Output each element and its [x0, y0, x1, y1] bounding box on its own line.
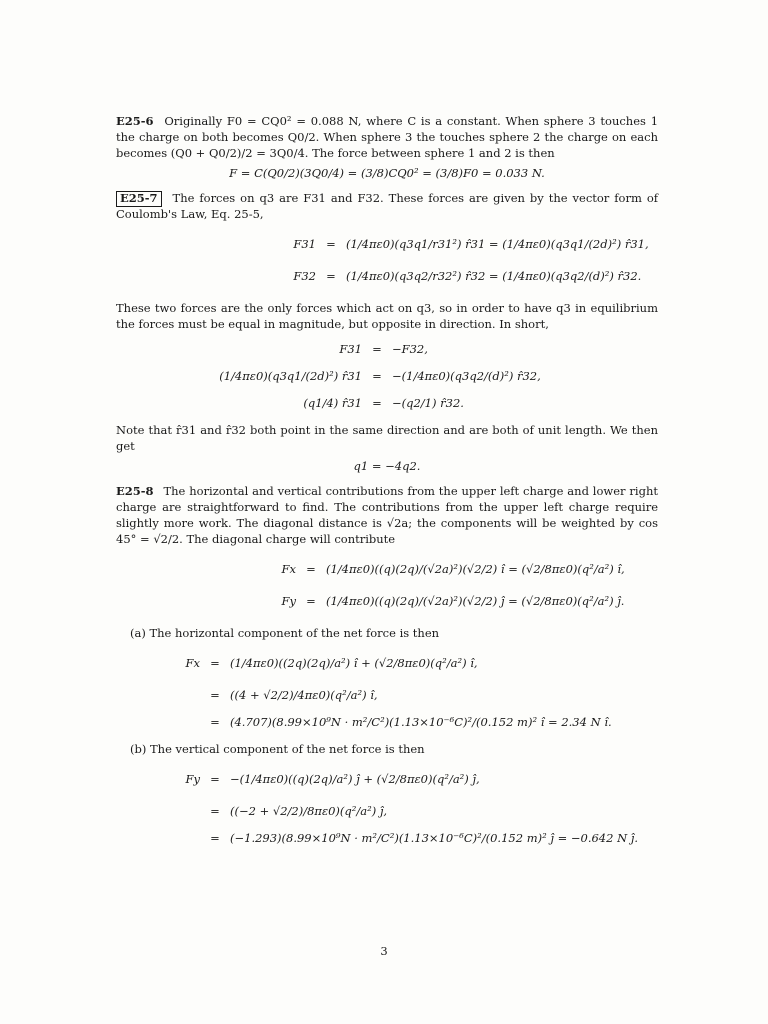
equation-rhs: (1/4πε0)(q3q2/r32²) r̂32 = (1/4πε0)(q3q2/(d)²) r̂32.: [346, 269, 642, 284]
equation-lhs: F31: [339, 341, 362, 356]
page-content: [116, 114, 658, 858]
equation-rhs: (1/4πε0)((q)(2q)/(√2a)²)(√2/2) î = (√2/8πε0)(q²/a²) î,: [326, 561, 625, 576]
equation-relation: =: [210, 687, 220, 702]
e25-7-result: q1 = −4q2.: [353, 458, 421, 473]
e25-8-diagonal-equations: [116, 554, 658, 618]
equation-lhs: F32: [293, 269, 316, 284]
equation-lhs: (q1/4) r̂31: [303, 395, 362, 410]
e25-8-part-b-equations: [116, 764, 658, 850]
page-number: 3: [380, 944, 388, 958]
equation-rhs: (1/4πε0)((2q)(2q)/a²) î + (√2/8πε0)(q²/a²) î,: [230, 655, 478, 670]
e25-7-note: Note that r̂31 and r̂32 both point in the same direction and are both of unit length. We then get: [116, 422, 658, 453]
equation-row: [116, 680, 658, 712]
equation-relation: =: [306, 561, 316, 576]
equation-lhs: (1/4πε0)(q3q1/(2d)²) r̂31: [219, 368, 362, 383]
equation-rhs: ((−2 + √2/2)/8πε0)(q²/a²) ĵ,: [230, 803, 388, 818]
equation-row: [116, 586, 658, 618]
equation-rhs: −(q2/1) r̂32.: [392, 395, 464, 410]
equation-relation: =: [210, 830, 220, 845]
equation-row: [116, 339, 658, 361]
e25-8-part-a-equations: [116, 648, 658, 734]
e25-7-equilibrium-equations: [116, 339, 658, 415]
equation-row: [116, 554, 658, 586]
equation-row: [116, 796, 658, 828]
equation-relation: =: [210, 771, 220, 786]
equation-relation: =: [372, 341, 382, 356]
equation-relation: =: [210, 714, 220, 729]
e25-8-heading: E25-8: [116, 484, 154, 499]
equation-rhs: ((4 + √2/2)/4πε0)(q²/a²) î,: [230, 687, 378, 702]
equation-row: [116, 361, 658, 393]
equation-rhs: (1/4πε0)(q3q1/r31²) r̂31 = (1/4πε0)(q3q1/(2d)²) r̂31,: [346, 237, 649, 252]
equation-row: [116, 764, 658, 796]
e25-6-text: Originally F0 = CQ0² = 0.088 N, where C is a constant. When sphere 3 touches 1 the charge on both becomes Q0/2. When sphere 3 the touches sphere 2 the charge on each becomes (Q0 + Q0/2)/2 = 3Q0/4. The force between sphere 1 and 2 is then: [116, 114, 659, 160]
e25-7-intro: The forces on q3 are F31 and F32. These forces are given by the vector form of Coulomb's Law, Eq. 25-5,: [116, 191, 659, 222]
e25-7-force-equations: [116, 229, 658, 293]
equation-rhs: (1/4πε0)((q)(2q)/(√2a)²)(√2/2) ĵ = (√2/8πε0)(q²/a²) ĵ.: [326, 593, 625, 608]
equation-lhs: Fx: [185, 655, 200, 670]
e25-8-part-b-label: (b) The vertical component of the net force is then: [130, 741, 425, 756]
equation-rhs: −(1/4πε0)(q3q2/(d)²) r̂32,: [392, 368, 541, 383]
equation-row: [116, 648, 658, 680]
equation-relation: =: [210, 655, 220, 670]
equation-rhs: (−1.293)(8.99×10⁹N · m²/C²)(1.13×10⁻⁶C)²/(0.152 m)² ĵ = −0.642 N ĵ.: [230, 830, 639, 845]
e25-8-paragraph: [116, 484, 658, 547]
equation-relation: =: [326, 269, 336, 284]
equation-relation: =: [210, 803, 220, 818]
equation-rhs: −F32,: [392, 341, 428, 356]
e25-6-equation: F = C(Q0/2)(3Q0/4) = (3/8)CQ0² = (3/8)F0 = 0.033 N.: [229, 165, 545, 180]
equation-rhs: −(1/4πε0)((q)(2q)/a²) ĵ + (√2/8πε0)(q²/a²) ĵ,: [230, 771, 480, 786]
equation-row: [116, 261, 658, 293]
equation-row: [116, 393, 658, 415]
equation-relation: =: [306, 593, 316, 608]
e25-7-heading: E25-7: [116, 191, 162, 207]
e25-6-paragraph: [116, 114, 658, 162]
equation-row: [116, 828, 658, 850]
equation-lhs: Fy: [281, 593, 296, 608]
equation-relation: =: [372, 395, 382, 410]
e25-8-intro: The horizontal and vertical contributions from the upper left charge and lower right charge are straightforward to find. The contributions from the upper left charge require slightly more work. The diagonal distance is √2a; the components will be weighted by cos 45° = √2/2. The diagonal charge will contribute: [116, 484, 658, 547]
equation-row: [116, 229, 658, 261]
e25-8-part-a-label: (a) The horizontal component of the net force is then: [130, 625, 440, 640]
equation-lhs: Fy: [185, 771, 200, 786]
e25-6-heading: E25-6: [116, 114, 154, 128]
equation-lhs: F31: [293, 237, 316, 252]
equation-lhs: Fx: [281, 561, 296, 576]
equation-rhs: (4.707)(8.99×10⁹N · m²/C²)(1.13×10⁻⁶C)²/(0.152 m)² î = 2.34 N î.: [230, 714, 612, 729]
equation-relation: =: [326, 237, 336, 252]
e25-7-middle-text: These two forces are the only forces which act on q3, so in order to have q3 in equilibrium the forces must be equal in magnitude, but opposite in direction. In short,: [116, 301, 658, 332]
equation-row: [116, 712, 658, 734]
equation-relation: =: [372, 368, 382, 383]
e25-7-paragraph: [116, 191, 658, 223]
